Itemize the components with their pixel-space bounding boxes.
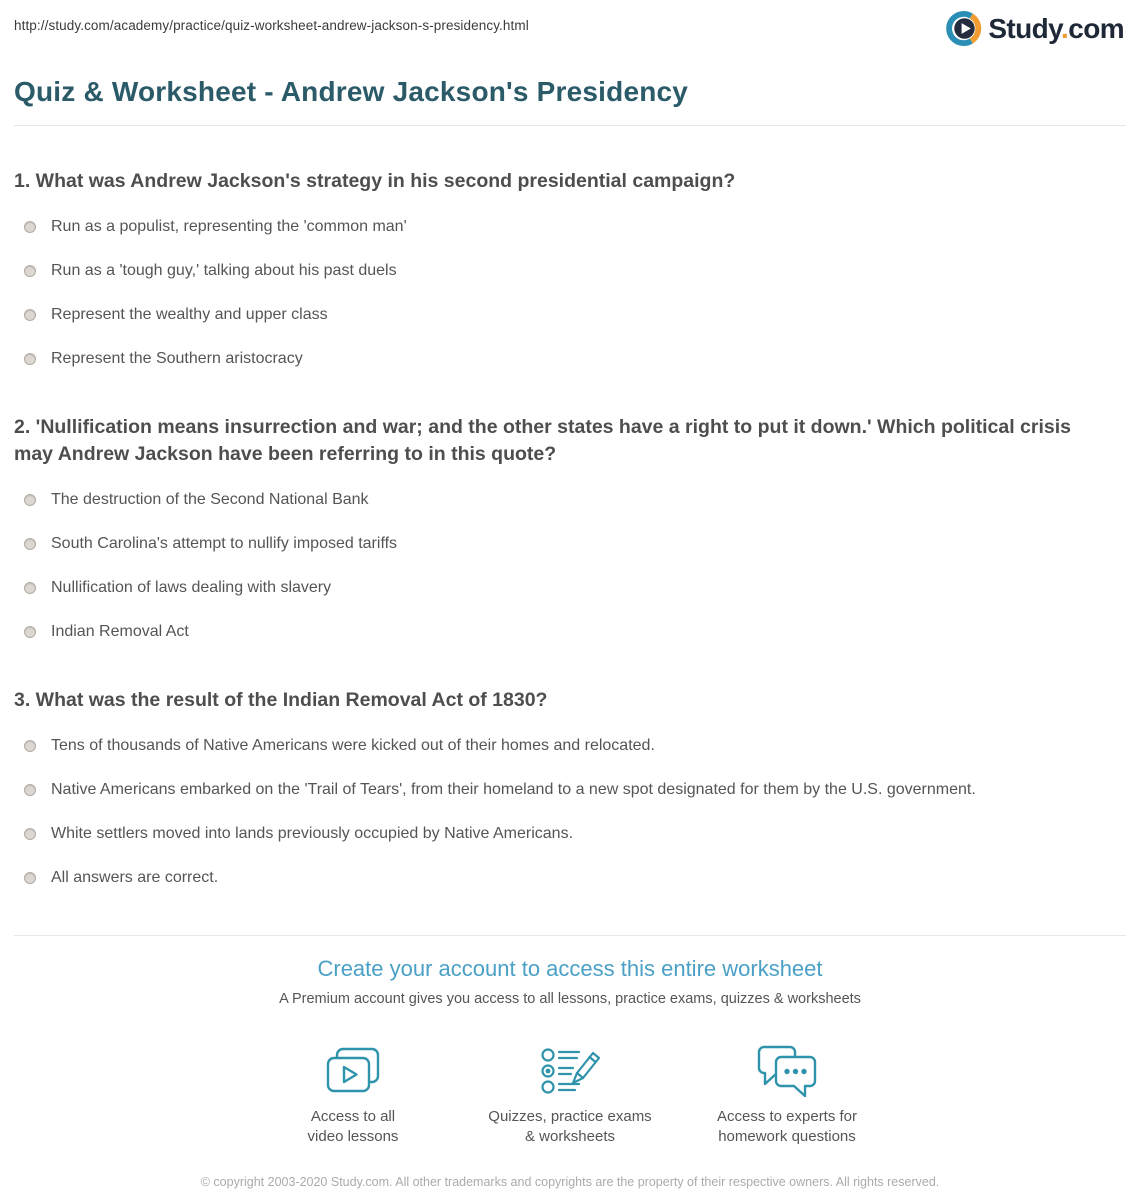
radio-button[interactable] xyxy=(24,494,36,506)
answer-option[interactable] xyxy=(24,825,1126,843)
feature-quizzes-worksheets xyxy=(470,1043,670,1148)
answer-option[interactable] xyxy=(24,535,1126,553)
answer-option-label: Run as a populist, representing the 'common man' xyxy=(51,217,407,235)
answer-options xyxy=(14,491,1126,641)
feature-homework-experts xyxy=(687,1043,887,1148)
answer-option-label: The destruction of the Second National Bank xyxy=(51,491,369,509)
quiz-pencil-icon xyxy=(470,1043,670,1099)
answer-option-label: Tens of thousands of Native Americans were kicked out of their homes and relocated. xyxy=(51,736,655,754)
radio-button[interactable] xyxy=(24,221,36,233)
radio-button[interactable] xyxy=(24,872,36,884)
radio-button[interactable] xyxy=(24,353,36,365)
logo-wordmark: Study.com xyxy=(988,12,1124,44)
answer-option-label: Native Americans embarked on the 'Trail of Tears', from their homeland to a new spot designated for them by the U.S. government. xyxy=(51,780,976,798)
question-text: 1. What was Andrew Jackson's strategy in his second presidential campaign? xyxy=(14,170,736,192)
answer-option-label: All answers are correct. xyxy=(51,868,219,886)
radio-button[interactable] xyxy=(24,309,36,321)
signup-section xyxy=(0,956,1140,1148)
page-title: Quiz & Worksheet - Andrew Jackson's Presidency xyxy=(14,76,689,107)
radio-button[interactable] xyxy=(24,828,36,840)
answer-option[interactable] xyxy=(24,491,1126,509)
answer-option[interactable] xyxy=(24,737,1126,755)
answer-option[interactable] xyxy=(24,781,1126,799)
question-text: 2. 'Nullification means insurrection and war; and the other states have a right to put it down.' Which political crisis may Andrew Jackson have been referring to in this quote? xyxy=(14,415,1072,466)
answer-option[interactable] xyxy=(24,350,1126,368)
title-divider xyxy=(14,125,1126,126)
radio-button[interactable] xyxy=(24,740,36,752)
answer-option[interactable] xyxy=(24,306,1126,324)
radio-button[interactable] xyxy=(24,582,36,594)
play-circle-icon xyxy=(946,10,983,47)
answer-option[interactable] xyxy=(24,869,1126,887)
feature-video-lessons xyxy=(253,1043,453,1148)
answer-option-label: Indian Removal Act xyxy=(51,623,189,641)
feature-list xyxy=(0,1043,1140,1148)
answer-option-label: South Carolina's attempt to nullify imposed tariffs xyxy=(51,535,398,553)
feature-label: Quizzes, practice exams & worksheets xyxy=(488,1107,652,1146)
video-lessons-icon xyxy=(253,1043,453,1099)
answer-options xyxy=(14,737,1126,887)
answer-option-label: Nullification of laws dealing with slavery xyxy=(51,579,332,597)
radio-button[interactable] xyxy=(24,626,36,638)
question-text: 3. What was the result of the Indian Removal Act of 1830? xyxy=(14,689,548,712)
answer-option-label: White settlers moved into lands previously occupied by Native Americans. xyxy=(51,824,574,842)
question-2 xyxy=(14,414,1126,641)
radio-button[interactable] xyxy=(24,265,36,277)
answer-option[interactable] xyxy=(24,262,1126,280)
create-account-link[interactable]: Create your account to access this entire worksheet xyxy=(317,955,823,981)
studycom-logo[interactable] xyxy=(946,10,1124,47)
answer-option-label: Run as a 'tough guy,' talking about his past duels xyxy=(51,261,397,279)
copyright-notice: © copyright 2003-2020 Study.com. All other trademarks and copyrights are the property of their respective owners. All rights reserved. xyxy=(200,1175,940,1190)
answer-option-label: Represent the wealthy and upper class xyxy=(51,305,328,323)
answer-options xyxy=(14,218,1126,368)
answer-option[interactable] xyxy=(24,218,1126,236)
chat-bubbles-icon xyxy=(687,1043,887,1099)
question-3 xyxy=(14,687,1126,887)
feature-label: Access to experts for homework questions xyxy=(716,1107,858,1146)
radio-button[interactable] xyxy=(24,538,36,550)
premium-subheading: A Premium account gives you access to all lessons, practice exams, quizzes & worksheets xyxy=(279,990,861,1007)
signup-divider xyxy=(14,935,1126,936)
feature-label: Access to all video lessons xyxy=(307,1107,399,1146)
radio-button[interactable] xyxy=(24,784,36,796)
page-url: http://study.com/academy/practice/quiz-worksheet-andrew-jackson-s-presidency.html xyxy=(14,18,529,33)
answer-option-label: Represent the Southern aristocracy xyxy=(51,349,303,367)
answer-option[interactable] xyxy=(24,623,1126,641)
question-1 xyxy=(14,168,1126,368)
page-header xyxy=(0,0,1140,50)
answer-option[interactable] xyxy=(24,579,1126,597)
